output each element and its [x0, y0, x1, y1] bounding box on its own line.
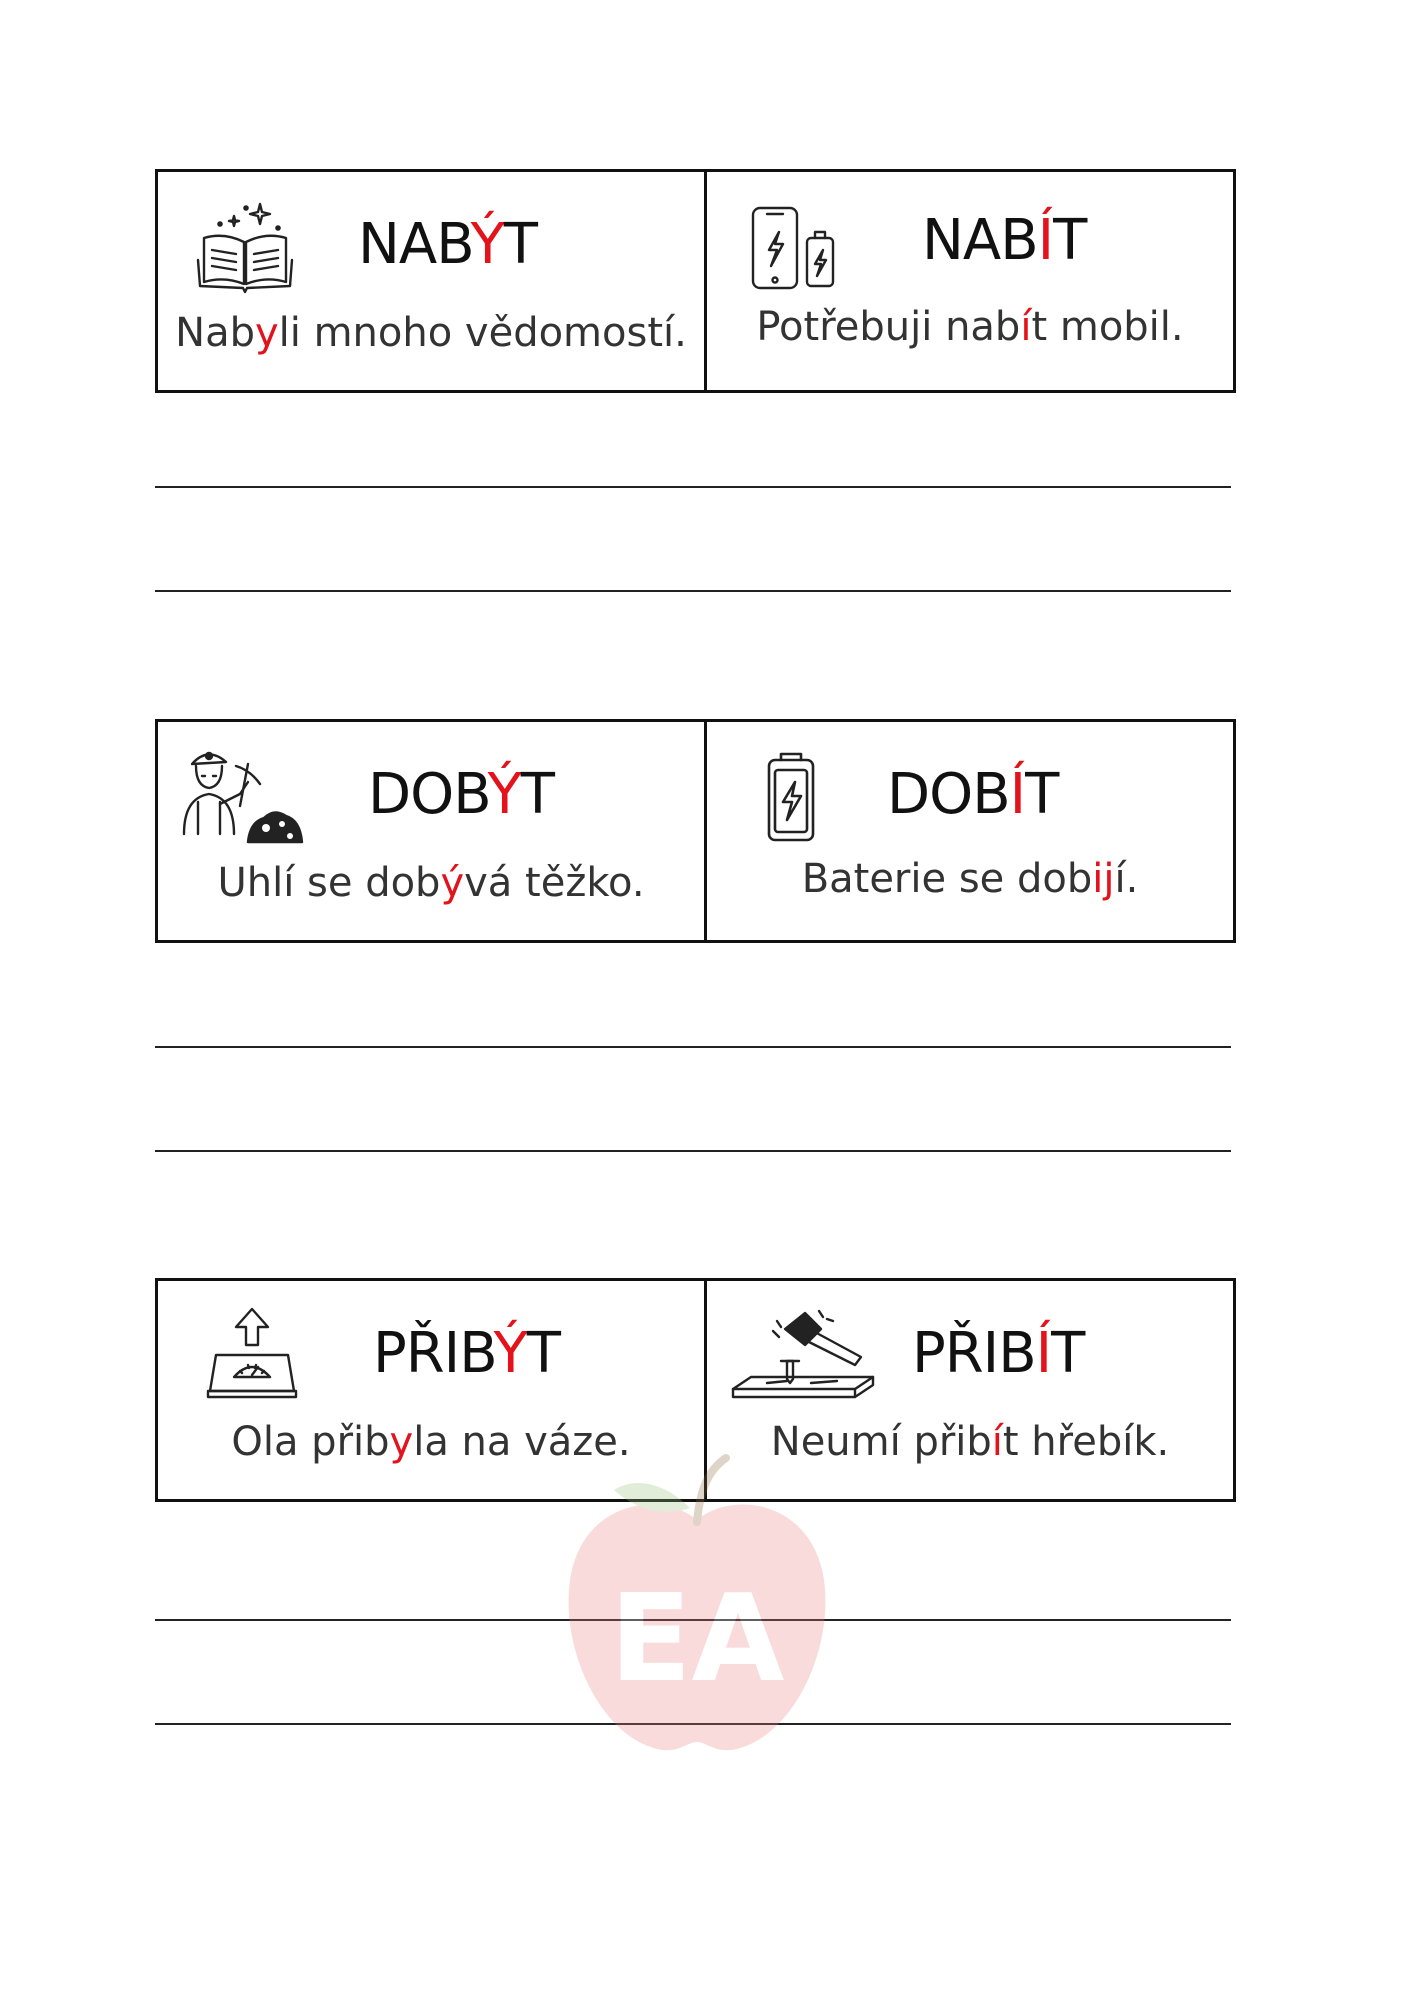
- writing-line: [155, 486, 1231, 488]
- writing-line: [155, 1046, 1231, 1048]
- word-title: DOBÍT: [887, 762, 1059, 827]
- word-title: NABÍT: [922, 208, 1087, 273]
- example-sentence: Uhlí se dobývá těžko.: [217, 860, 645, 906]
- word-title: PŘIBÝT: [373, 1321, 560, 1386]
- phone-battery-charging-icon: [739, 198, 849, 298]
- word-title: DOBÝT: [368, 762, 554, 827]
- word-card-nabyt: [158, 172, 707, 390]
- word-title: PŘIBÍT: [912, 1321, 1085, 1386]
- word-card-nabit: [707, 172, 1233, 390]
- word-title: NABÝT: [358, 212, 537, 277]
- weight-scale-up-arrow-icon: [204, 1305, 300, 1405]
- example-sentence: Ola přibyla na váze.: [231, 1419, 631, 1465]
- open-book-sparkles-icon: [190, 198, 300, 298]
- miner-with-coal-icon: [178, 742, 308, 852]
- battery-charging-icon: [761, 748, 821, 848]
- example-sentence: Neumí přibít hřebík.: [770, 1419, 1170, 1465]
- hammer-nail-icon: [727, 1301, 877, 1411]
- example-sentence: Nabyli mnoho vědomostí.: [175, 310, 687, 356]
- word-pair-box-2: [155, 719, 1236, 943]
- word-card-dobyt: [158, 722, 707, 940]
- writing-line: [155, 1150, 1231, 1152]
- watermark-text: EA: [609, 1570, 785, 1709]
- apple-logo-icon: [552, 1450, 842, 1760]
- writing-line: [155, 590, 1231, 592]
- example-sentence: Potřebuji nabít mobil.: [756, 304, 1184, 350]
- word-pair-box-1: [155, 169, 1236, 393]
- example-sentence: Baterie se dobijí.: [801, 856, 1139, 902]
- word-card-dobit: [707, 722, 1233, 940]
